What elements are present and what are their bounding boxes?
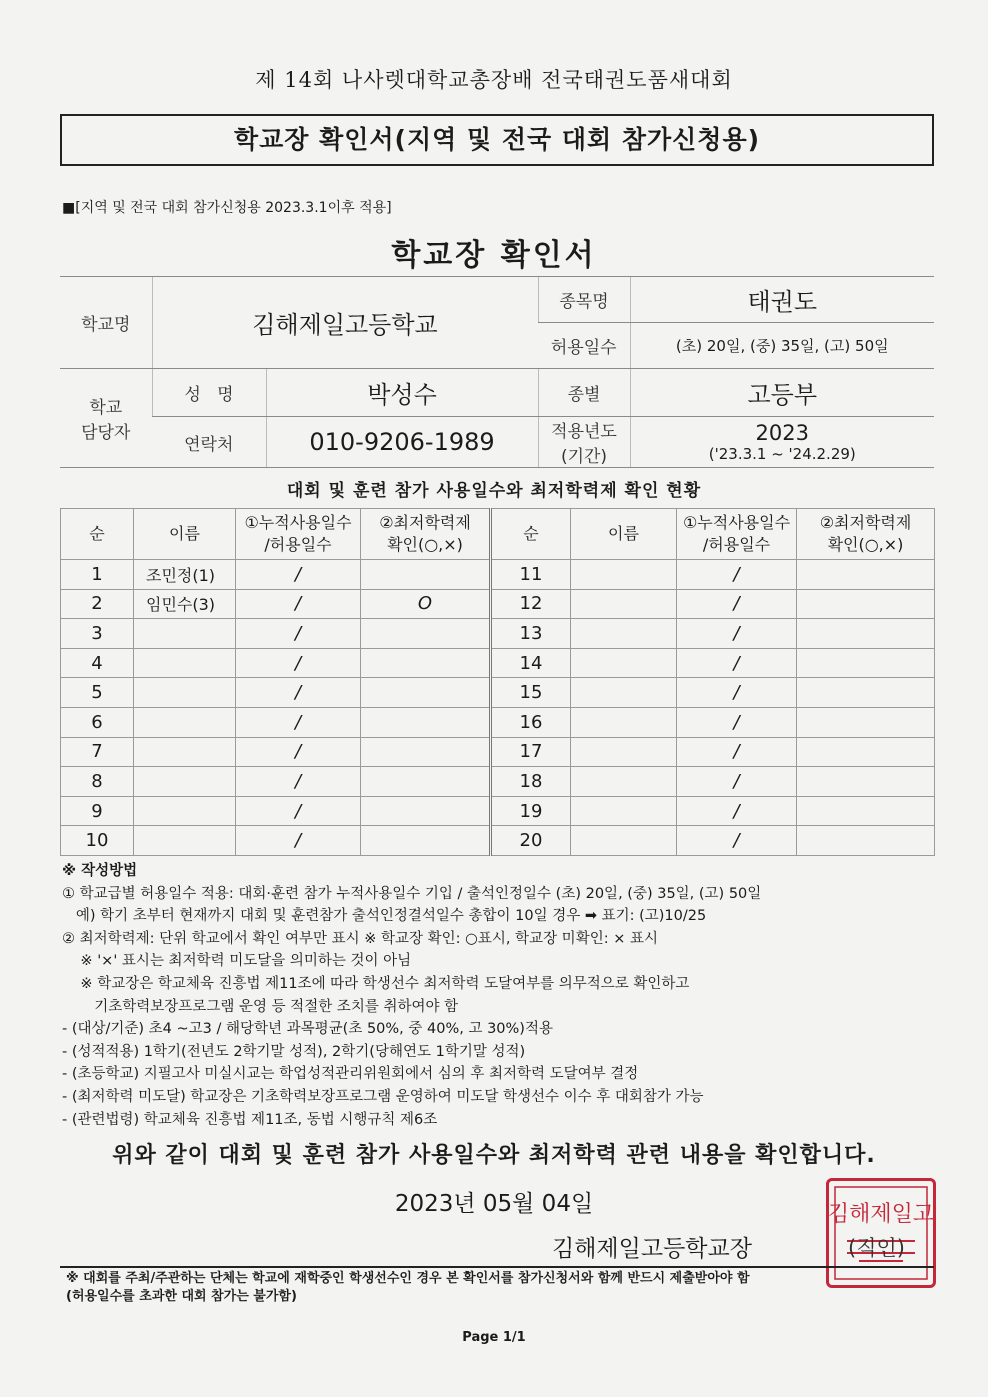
row-days: / xyxy=(236,678,361,708)
note-line: 예) 학기 초부터 현재까지 대회 및 훈련참가 출석인정결석일수 총합이 10일 경우 ➡ 표기: (고)10/25 xyxy=(62,908,707,925)
row-number: 7 xyxy=(61,737,134,767)
row-number-right: 20 xyxy=(491,826,571,856)
year-value: 2023 xyxy=(755,421,809,445)
row-academic-right xyxy=(797,589,935,619)
row-academic xyxy=(361,678,491,708)
row-number: 4 xyxy=(61,648,134,678)
staff-label xyxy=(60,369,152,468)
footnote xyxy=(66,1270,934,1306)
table-row xyxy=(61,826,935,856)
row-academic xyxy=(361,737,491,767)
row-name-right xyxy=(571,648,677,678)
header-name-right: 이름 xyxy=(571,509,677,560)
staff-label-line2: 담당자 xyxy=(81,423,131,443)
row-academic xyxy=(361,560,491,590)
header-academic-right-line1: ②최저학력제 xyxy=(819,513,912,532)
school-value: 김해제일고등학교 xyxy=(152,277,538,369)
row-days: / xyxy=(236,796,361,826)
row-academic xyxy=(361,707,491,737)
allowed-days-value: (초) 20일, (중) 35일, (고) 50일 xyxy=(630,323,934,369)
row-number: 8 xyxy=(61,767,134,797)
row-days-right: / xyxy=(677,648,797,678)
note-line: ① 학교급별 허용일수 적용: 대회·훈련 참가 누적사용일수 기입 / 출석인정일수 (초) 20일, (중) 35일, (고) 50일 xyxy=(62,885,762,902)
row-academic xyxy=(361,796,491,826)
row-academic-right xyxy=(797,560,935,590)
row-days: / xyxy=(236,826,361,856)
header-days-right-line2: /허용일수 xyxy=(702,535,771,554)
usage-table xyxy=(60,508,935,856)
row-number-right: 17 xyxy=(491,737,571,767)
staff-label-line1: 학교 xyxy=(89,398,123,418)
row-academic xyxy=(361,648,491,678)
seal-text: 김해제일고 xyxy=(829,1202,933,1227)
row-name xyxy=(134,678,236,708)
division-label: 종별 xyxy=(538,369,630,417)
issue-date: 2023년 05월 04일 xyxy=(394,1191,594,1217)
row-days-right: / xyxy=(677,589,797,619)
row-number-right: 13 xyxy=(491,619,571,649)
contact-label: 연락처 xyxy=(152,417,266,468)
row-days: / xyxy=(236,560,361,590)
row-name-right xyxy=(571,737,677,767)
principal-name: 김해제일고등학교장 xyxy=(552,1236,752,1262)
note-line: - (최저학력 미도달) 학교장은 기초학력보장프로그램 운영하여 미도달 학생선수 이수 후 대회참가 가능 xyxy=(62,1088,704,1105)
applies-note: ■[지역 및 전국 대회 참가신청용 2023.3.1이후 적용] xyxy=(62,200,392,216)
row-name xyxy=(134,796,236,826)
header-academic xyxy=(361,509,491,560)
row-number: 9 xyxy=(61,796,134,826)
row-days-right: / xyxy=(677,707,797,737)
event-title: 제 14회 나사렛대학교총장배 전국태권도품새대회 xyxy=(255,68,733,92)
row-name xyxy=(134,826,236,856)
confirmation-statement: 위와 같이 대회 및 훈련 참가 사용일수와 최저학력 관련 내용을 확인합니다. xyxy=(112,1143,876,1168)
row-number: 5 xyxy=(61,678,134,708)
row-days-right: / xyxy=(677,619,797,649)
note-line: - (관련법령) 학교체육 진흥법 제11조, 동법 시행규칙 제6조 xyxy=(62,1111,438,1128)
note-line: ※ 학교장은 학교체육 진흥법 제11조에 따라 학생선수 최저학력 도달여부를 의무적으로 확인하고 xyxy=(62,975,690,992)
row-name-right xyxy=(571,619,677,649)
row-name xyxy=(134,767,236,797)
header-academic-right xyxy=(797,509,935,560)
row-academic-right xyxy=(797,796,935,826)
row-number-right: 11 xyxy=(491,560,571,590)
table-row xyxy=(61,560,935,590)
seal-label: (직인) xyxy=(848,1236,905,1260)
header-no: 순 xyxy=(61,509,134,560)
table-row xyxy=(61,619,935,649)
school-label: 학교명 xyxy=(60,277,152,369)
row-number: 10 xyxy=(61,826,134,856)
header-days xyxy=(236,509,361,560)
row-name: 임민수(3) xyxy=(134,589,236,619)
header-days-line2: /허용일수 xyxy=(264,535,332,554)
allowed-days-label: 허용일수 xyxy=(538,323,630,369)
note-line: ② 최저학력제: 단위 학교에서 확인 여부만 표시 ※ 학교장 확인: ○표시, 학교장 미확인: × 표시 xyxy=(62,930,658,947)
row-days-right: / xyxy=(677,737,797,767)
row-days-right: / xyxy=(677,796,797,826)
row-name xyxy=(134,619,236,649)
row-number: 6 xyxy=(61,707,134,737)
note-line: - (대상/기준) 초4 ~고3 / 해당학년 과목평균(초 50%, 중 40%, 고 30%)적용 xyxy=(62,1021,553,1038)
header-academic-right-line2: 확인(○,×) xyxy=(827,535,904,554)
note-line: - (초등학교) 지필고사 미실시교는 학업성적관리위원회에서 심의 후 최저학력 도달여부 결정 xyxy=(62,1066,639,1083)
header-days-right-line1: ①누적사용일수 xyxy=(682,513,791,532)
row-academic-right xyxy=(797,707,935,737)
row-number-right: 15 xyxy=(491,678,571,708)
row-name-right xyxy=(571,796,677,826)
table-row xyxy=(61,589,935,619)
row-days: / xyxy=(236,648,361,678)
table-row xyxy=(61,796,935,826)
row-academic xyxy=(361,767,491,797)
row-academic-right xyxy=(797,737,935,767)
footnote-divider xyxy=(60,1266,934,1268)
year-label xyxy=(538,417,630,468)
row-days-right: / xyxy=(677,826,797,856)
table-row xyxy=(61,737,935,767)
row-academic-right xyxy=(797,767,935,797)
row-days: / xyxy=(236,707,361,737)
row-number: 2 xyxy=(61,589,134,619)
info-table xyxy=(60,276,934,468)
row-number: 3 xyxy=(61,619,134,649)
row-number-right: 16 xyxy=(491,707,571,737)
document-title: 학교장 확인서 xyxy=(391,238,597,273)
header-no-right: 순 xyxy=(491,509,571,560)
row-academic: O xyxy=(361,589,491,619)
row-days: / xyxy=(236,619,361,649)
row-name xyxy=(134,707,236,737)
year-label-line1: 적용년도 xyxy=(551,422,617,442)
footnote-line2: (허용일수를 초과한 대회 참가는 불가함) xyxy=(66,1289,297,1304)
row-days-right: / xyxy=(677,767,797,797)
row-number-right: 19 xyxy=(491,796,571,826)
table-row xyxy=(61,707,935,737)
row-name: 조민정(1) xyxy=(134,560,236,590)
name-value: 박성수 xyxy=(266,369,538,417)
note-line: 기초학력보장프로그램 운영 등 적절한 조치를 취하여야 함 xyxy=(62,998,459,1015)
row-days: / xyxy=(236,589,361,619)
header-days-line1: ①누적사용일수 xyxy=(244,513,352,532)
row-number-right: 18 xyxy=(491,767,571,797)
row-name-right xyxy=(571,707,677,737)
note-line: ※ '×' 표시는 최저학력 미도달을 의미하는 것이 아님 xyxy=(62,953,412,970)
year-label-line2: (기간) xyxy=(560,447,608,467)
table-row xyxy=(61,767,935,797)
year-cell xyxy=(630,417,934,468)
row-number-right: 12 xyxy=(491,589,571,619)
table-row xyxy=(61,678,935,708)
table-row xyxy=(61,648,935,678)
row-academic xyxy=(361,826,491,856)
sport-label: 종목명 xyxy=(538,277,630,323)
row-name xyxy=(134,737,236,767)
header-name: 이름 xyxy=(134,509,236,560)
note-line: - (성적적용) 1학기(전년도 2학기말 성적), 2학기(당해연도 1학기말 성적) xyxy=(62,1043,526,1060)
header-academic-line2: 확인(○,×) xyxy=(387,535,463,554)
division-value: 고등부 xyxy=(630,369,934,417)
page-number: Page 1/1 xyxy=(462,1330,526,1345)
row-days: / xyxy=(236,737,361,767)
row-days-right: / xyxy=(677,560,797,590)
row-academic-right xyxy=(797,826,935,856)
row-academic-right xyxy=(797,678,935,708)
name-label: 성 명 xyxy=(152,369,266,417)
row-days: / xyxy=(236,767,361,797)
row-name-right xyxy=(571,589,677,619)
instructions-notes xyxy=(62,860,932,1131)
table-header-row xyxy=(61,509,935,560)
row-academic-right xyxy=(797,648,935,678)
note-line: ※ 작성방법 xyxy=(62,863,138,879)
row-days-right: / xyxy=(677,678,797,708)
row-number-right: 14 xyxy=(491,648,571,678)
row-name xyxy=(134,648,236,678)
sport-value: 태권도 xyxy=(630,277,934,323)
period-value: ('23.3.1 ~ '24.2.29) xyxy=(708,445,856,463)
row-name-right xyxy=(571,826,677,856)
row-name-right xyxy=(571,767,677,797)
row-number: 1 xyxy=(61,560,134,590)
table-title: 대회 및 훈련 참가 사용일수와 최저학력제 확인 현황 xyxy=(286,481,702,501)
footnote-line1: ※ 대회를 주최/주관하는 단체는 학교에 재학중인 학생선수인 경우 본 확인서를 참가신청서와 함께 반드시 제출받아야 함 xyxy=(66,1271,750,1286)
row-name-right xyxy=(571,678,677,708)
row-academic xyxy=(361,619,491,649)
banner-title: 학교장 확인서(지역 및 전국 대회 참가신청용) xyxy=(60,114,934,166)
row-name-right xyxy=(571,560,677,590)
row-academic-right xyxy=(797,619,935,649)
contact-value: 010-9206-1989 xyxy=(266,417,538,468)
header-days-right xyxy=(677,509,797,560)
header-academic-line1: ②최저학력제 xyxy=(379,513,471,532)
